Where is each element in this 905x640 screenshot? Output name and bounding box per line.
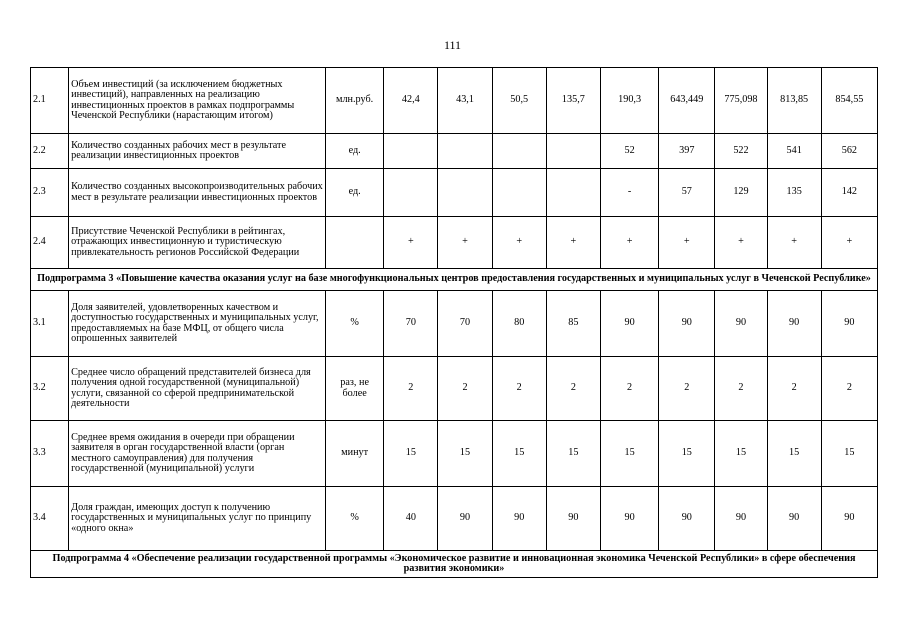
indicator-value	[546, 169, 600, 217]
indicator-name: Объем инвестиций (за исключением бюджетных инвестиций), направленных на реализацию инвестиционных проектов в рамках подпрограммы Чеченской Республики (нарастающим итогом)	[69, 68, 326, 134]
indicator-value: 90	[767, 487, 821, 551]
indicator-value: 541	[767, 134, 821, 169]
indicator-value: 813,85	[767, 68, 821, 134]
indicator-value: 775,098	[715, 68, 767, 134]
indicator-value: 562	[821, 134, 877, 169]
table-row	[31, 68, 878, 134]
indicator-value: 42,4	[384, 68, 438, 134]
indicator-value: 397	[659, 134, 715, 169]
table-row	[31, 421, 878, 487]
indicator-value: +	[546, 217, 600, 269]
indicator-value: 2	[659, 357, 715, 421]
indicator-value: 2	[715, 357, 767, 421]
indicator-value: 15	[384, 421, 438, 487]
table-row	[31, 134, 878, 169]
indicator-value: +	[600, 217, 658, 269]
indicator-value: 2	[438, 357, 492, 421]
section-header-row	[31, 551, 878, 578]
indicator-value: +	[821, 217, 877, 269]
indicator-value	[438, 134, 492, 169]
indicator-value: 2	[821, 357, 877, 421]
indicator-value: 57	[659, 169, 715, 217]
indicator-value: 2	[600, 357, 658, 421]
table-row	[31, 487, 878, 551]
indicator-number: 3.3	[31, 421, 69, 487]
indicator-value	[492, 169, 546, 217]
indicator-value: 135	[767, 169, 821, 217]
indicator-value: 129	[715, 169, 767, 217]
indicator-value: 90	[821, 487, 877, 551]
indicator-number: 2.3	[31, 169, 69, 217]
indicator-value: 90	[715, 487, 767, 551]
indicator-unit: ед.	[326, 134, 384, 169]
indicator-name: Количество созданных рабочих мест в результате реализации инвестиционных проектов	[69, 134, 326, 169]
indicator-value: 15	[438, 421, 492, 487]
indicator-value: 90	[767, 291, 821, 357]
indicator-name: Доля граждан, имеющих доступ к получению государственных и муниципальных услуг по принципу «одного окна»	[69, 487, 326, 551]
indicator-value: +	[492, 217, 546, 269]
indicator-value: 90	[659, 291, 715, 357]
indicator-unit	[326, 217, 384, 269]
indicator-value: 15	[821, 421, 877, 487]
indicator-value: 643,449	[659, 68, 715, 134]
indicator-unit: минут	[326, 421, 384, 487]
table-row	[31, 217, 878, 269]
indicator-unit: ед.	[326, 169, 384, 217]
indicator-name: Количество созданных высокопроизводительных рабочих мест в результате реализации инвестиционных проектов	[69, 169, 326, 217]
indicator-value: 15	[659, 421, 715, 487]
indicator-value: -	[600, 169, 658, 217]
indicators-table-body	[31, 68, 878, 578]
indicator-value: 40	[384, 487, 438, 551]
indicator-value: 90	[438, 487, 492, 551]
indicator-unit: %	[326, 487, 384, 551]
indicator-unit: %	[326, 291, 384, 357]
indicator-value: 15	[492, 421, 546, 487]
indicator-value: 52	[600, 134, 658, 169]
indicator-value: 90	[546, 487, 600, 551]
indicator-value: +	[659, 217, 715, 269]
indicator-name: Присутствие Чеченской Республики в рейтингах, отражающих инвестиционную и туристическую привлекательность регионов Российской Федерации	[69, 217, 326, 269]
indicator-value: +	[438, 217, 492, 269]
indicator-value: +	[384, 217, 438, 269]
indicator-value: 15	[767, 421, 821, 487]
indicator-value: 522	[715, 134, 767, 169]
indicator-value: 90	[821, 291, 877, 357]
indicator-value: 80	[492, 291, 546, 357]
indicator-value: 90	[715, 291, 767, 357]
indicators-table	[30, 67, 878, 578]
indicator-value: 15	[715, 421, 767, 487]
indicator-value	[546, 134, 600, 169]
indicator-value: 50,5	[492, 68, 546, 134]
indicator-value: 43,1	[438, 68, 492, 134]
indicator-value: 90	[492, 487, 546, 551]
indicator-number: 2.1	[31, 68, 69, 134]
indicator-value: 85	[546, 291, 600, 357]
indicator-number: 2.2	[31, 134, 69, 169]
indicator-value: 90	[659, 487, 715, 551]
indicator-value: 70	[438, 291, 492, 357]
indicator-value: 135,7	[546, 68, 600, 134]
indicator-value	[384, 134, 438, 169]
indicator-value	[384, 169, 438, 217]
subprogram-title: Подпрограмма 4 «Обеспечение реализации государственной программы «Экономическое развитие и инновационная экономика Чеченской Республики» в сфере обеспечения развития экономики»	[31, 551, 878, 578]
indicator-value: 90	[600, 291, 658, 357]
page-number: 111	[443, 38, 462, 52]
indicator-number: 3.4	[31, 487, 69, 551]
indicator-name: Среднее время ожидания в очереди при обращении заявителя в орган государственной власти (орган местного самоуправления) для получения государственной (муниципальной) услуги	[69, 421, 326, 487]
indicator-value: +	[767, 217, 821, 269]
table-row	[31, 357, 878, 421]
indicator-value	[438, 169, 492, 217]
indicator-value: +	[715, 217, 767, 269]
indicator-value	[492, 134, 546, 169]
indicator-value: 15	[546, 421, 600, 487]
indicator-value: 90	[600, 487, 658, 551]
indicator-value: 854,55	[821, 68, 877, 134]
indicator-value: 2	[546, 357, 600, 421]
table-row	[31, 291, 878, 357]
indicator-name: Доля заявителей, удовлетворенных качеством и доступностью государственных и муниципальных услуг, предоставляемых на базе МФЦ, от общего числа опрошенных заявителей	[69, 291, 326, 357]
indicator-number: 3.1	[31, 291, 69, 357]
indicator-value: 2	[384, 357, 438, 421]
indicator-value: 2	[767, 357, 821, 421]
indicator-name: Среднее число обращений представителей бизнеса для получения одной государственной (муниципальной) услуги, связанной со сферой предпринимательской деятельности	[69, 357, 326, 421]
indicator-value: 2	[492, 357, 546, 421]
indicator-value: 142	[821, 169, 877, 217]
table-row	[31, 169, 878, 217]
indicator-value: 15	[600, 421, 658, 487]
indicator-number: 3.2	[31, 357, 69, 421]
indicator-value: 70	[384, 291, 438, 357]
indicator-value: 190,3	[600, 68, 658, 134]
subprogram-title: Подпрограмма 3 «Повышение качества оказания услуг на базе многофункциональных центров предоставления государственных и муниципальных услуг в Чеченской Республике»	[31, 269, 878, 291]
section-header-row	[31, 269, 878, 291]
indicator-unit: раз, не более	[326, 357, 384, 421]
indicator-unit: млн.руб.	[326, 68, 384, 134]
indicator-number: 2.4	[31, 217, 69, 269]
